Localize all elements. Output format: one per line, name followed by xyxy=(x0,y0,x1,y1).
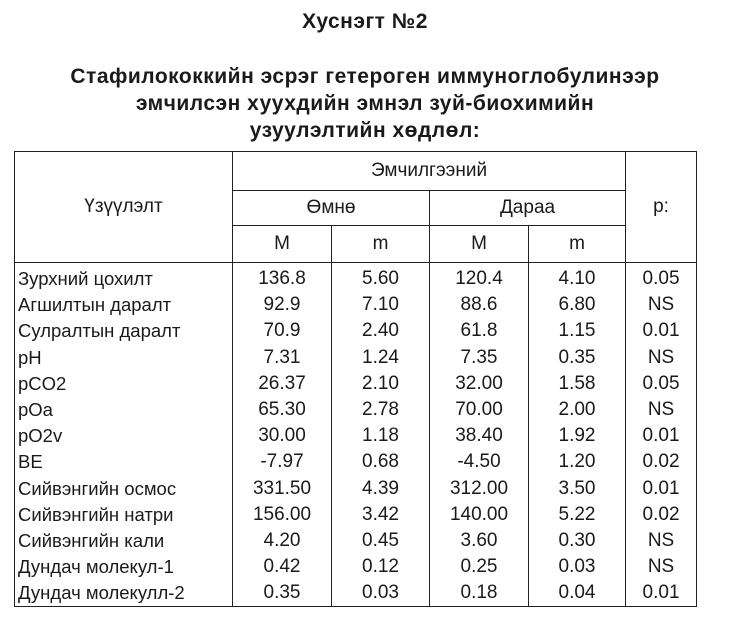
cell-before-mean: 331.50 xyxy=(233,476,332,502)
cell-parameter-name: Зурхний цохилт xyxy=(15,263,233,293)
cell-p-value: NS xyxy=(626,397,697,423)
cell-before-error: 3.42 xyxy=(332,502,430,528)
cell-before-mean: 136.8 xyxy=(233,263,332,293)
table-number-title: Хуснэгт №2 xyxy=(302,10,428,33)
column-header-after: Дараа xyxy=(430,191,626,226)
cell-after-error: 5.22 xyxy=(529,502,626,528)
table-row xyxy=(15,476,697,502)
cell-after-mean: 88.6 xyxy=(430,292,529,318)
caption-line-2: эмчилсэн хуухдийн эмнэл зуй-биохимийн xyxy=(135,92,595,115)
cell-after-mean: 7.35 xyxy=(430,345,529,371)
cell-p-value: 0.01 xyxy=(626,580,697,607)
table-row xyxy=(15,502,697,528)
cell-parameter-name: Сийвэнгийн натри xyxy=(15,502,233,528)
table-row xyxy=(15,371,697,397)
cell-p-value: 0.01 xyxy=(626,423,697,449)
cell-after-error: 3.50 xyxy=(529,476,626,502)
cell-before-error: 2.10 xyxy=(332,371,430,397)
cell-before-mean: 26.37 xyxy=(233,371,332,397)
cell-p-value: 0.02 xyxy=(626,449,697,475)
cell-before-mean: 70.9 xyxy=(233,318,332,344)
cell-after-error: 1.92 xyxy=(529,423,626,449)
column-header-after-mean: M xyxy=(430,226,529,263)
column-header-parameter: Үзүүлэлт xyxy=(15,152,233,263)
cell-after-mean: 0.25 xyxy=(430,554,529,580)
table-row xyxy=(15,318,697,344)
cell-parameter-name: Сийвэнгийн кали xyxy=(15,528,233,554)
cell-after-mean: 120.4 xyxy=(430,263,529,293)
cell-before-mean: 4.20 xyxy=(233,528,332,554)
cell-after-error: 0.03 xyxy=(529,554,626,580)
table-row xyxy=(15,580,697,607)
cell-parameter-name: pCO2 xyxy=(15,371,233,397)
cell-after-mean: 312.00 xyxy=(430,476,529,502)
cell-parameter-name: pOa xyxy=(15,397,233,423)
caption-line-3: узуулэлтийн хөдлөл: xyxy=(249,119,481,142)
cell-after-error: 4.10 xyxy=(529,263,626,293)
cell-before-mean: 65.30 xyxy=(233,397,332,423)
cell-parameter-name: Сийвэнгийн осмос xyxy=(15,476,233,502)
cell-before-error: 0.45 xyxy=(332,528,430,554)
column-header-p: p: xyxy=(626,152,697,263)
cell-before-error: 2.78 xyxy=(332,397,430,423)
cell-before-mean: 92.9 xyxy=(233,292,332,318)
cell-before-mean: -7.97 xyxy=(233,449,332,475)
cell-parameter-name: Дундач молекул-1 xyxy=(15,554,233,580)
cell-before-error: 0.12 xyxy=(332,554,430,580)
cell-after-mean: 70.00 xyxy=(430,397,529,423)
cell-after-error: 6.80 xyxy=(529,292,626,318)
cell-before-mean: 0.42 xyxy=(233,554,332,580)
cell-before-error: 1.18 xyxy=(332,423,430,449)
column-header-before: Өмнө xyxy=(233,191,430,226)
cell-after-error: 2.00 xyxy=(529,397,626,423)
cell-p-value: NS xyxy=(626,292,697,318)
cell-before-error: 2.40 xyxy=(332,318,430,344)
cell-before-error: 0.68 xyxy=(332,449,430,475)
cell-before-error: 4.39 xyxy=(332,476,430,502)
cell-after-error: 0.04 xyxy=(529,580,626,607)
table-row xyxy=(15,263,697,293)
cell-before-error: 0.03 xyxy=(332,580,430,607)
cell-after-mean: 38.40 xyxy=(430,423,529,449)
cell-after-mean: 32.00 xyxy=(430,371,529,397)
table-row xyxy=(15,345,697,371)
cell-p-value: 0.02 xyxy=(626,502,697,528)
table-row xyxy=(15,292,697,318)
cell-after-mean: 61.8 xyxy=(430,318,529,344)
cell-p-value: 0.05 xyxy=(626,263,697,293)
cell-p-value: 0.05 xyxy=(626,371,697,397)
cell-before-error: 5.60 xyxy=(332,263,430,293)
cell-before-error: 7.10 xyxy=(332,292,430,318)
cell-before-mean: 30.00 xyxy=(233,423,332,449)
column-header-before-mean: M xyxy=(233,226,332,263)
cell-parameter-name: pH xyxy=(15,345,233,371)
column-header-before-error: m xyxy=(332,226,430,263)
cell-after-mean: 3.60 xyxy=(430,528,529,554)
cell-before-mean: 156.00 xyxy=(233,502,332,528)
cell-after-error: 1.20 xyxy=(529,449,626,475)
table-row xyxy=(15,397,697,423)
cell-after-mean: 140.00 xyxy=(430,502,529,528)
caption-line-1: Стафилококкийн эсрэг гетероген иммуноглобулинээр xyxy=(70,65,660,88)
column-header-treatment: Эмчилгээний xyxy=(233,152,626,191)
clinical-data-table xyxy=(14,151,697,607)
cell-before-error: 1.24 xyxy=(332,345,430,371)
table-row xyxy=(15,423,697,449)
cell-p-value: NS xyxy=(626,528,697,554)
cell-parameter-name: BE xyxy=(15,449,233,475)
cell-after-error: 1.15 xyxy=(529,318,626,344)
cell-parameter-name: Агшилтын даралт xyxy=(15,292,233,318)
cell-p-value: 0.01 xyxy=(626,476,697,502)
cell-after-mean: 0.18 xyxy=(430,580,529,607)
table-row xyxy=(15,554,697,580)
table-body xyxy=(15,263,697,607)
cell-p-value: NS xyxy=(626,554,697,580)
cell-after-error: 0.30 xyxy=(529,528,626,554)
cell-parameter-name: Дундач молекулл-2 xyxy=(15,580,233,607)
cell-before-mean: 0.35 xyxy=(233,580,332,607)
cell-p-value: 0.01 xyxy=(626,318,697,344)
cell-after-mean: -4.50 xyxy=(430,449,529,475)
cell-before-mean: 7.31 xyxy=(233,345,332,371)
column-header-after-error: m xyxy=(529,226,626,263)
cell-parameter-name: Сулралтын даралт xyxy=(15,318,233,344)
cell-after-error: 0.35 xyxy=(529,345,626,371)
cell-parameter-name: pO2v xyxy=(15,423,233,449)
table-row xyxy=(15,449,697,475)
cell-p-value: NS xyxy=(626,345,697,371)
table-row xyxy=(15,528,697,554)
cell-after-error: 1.58 xyxy=(529,371,626,397)
